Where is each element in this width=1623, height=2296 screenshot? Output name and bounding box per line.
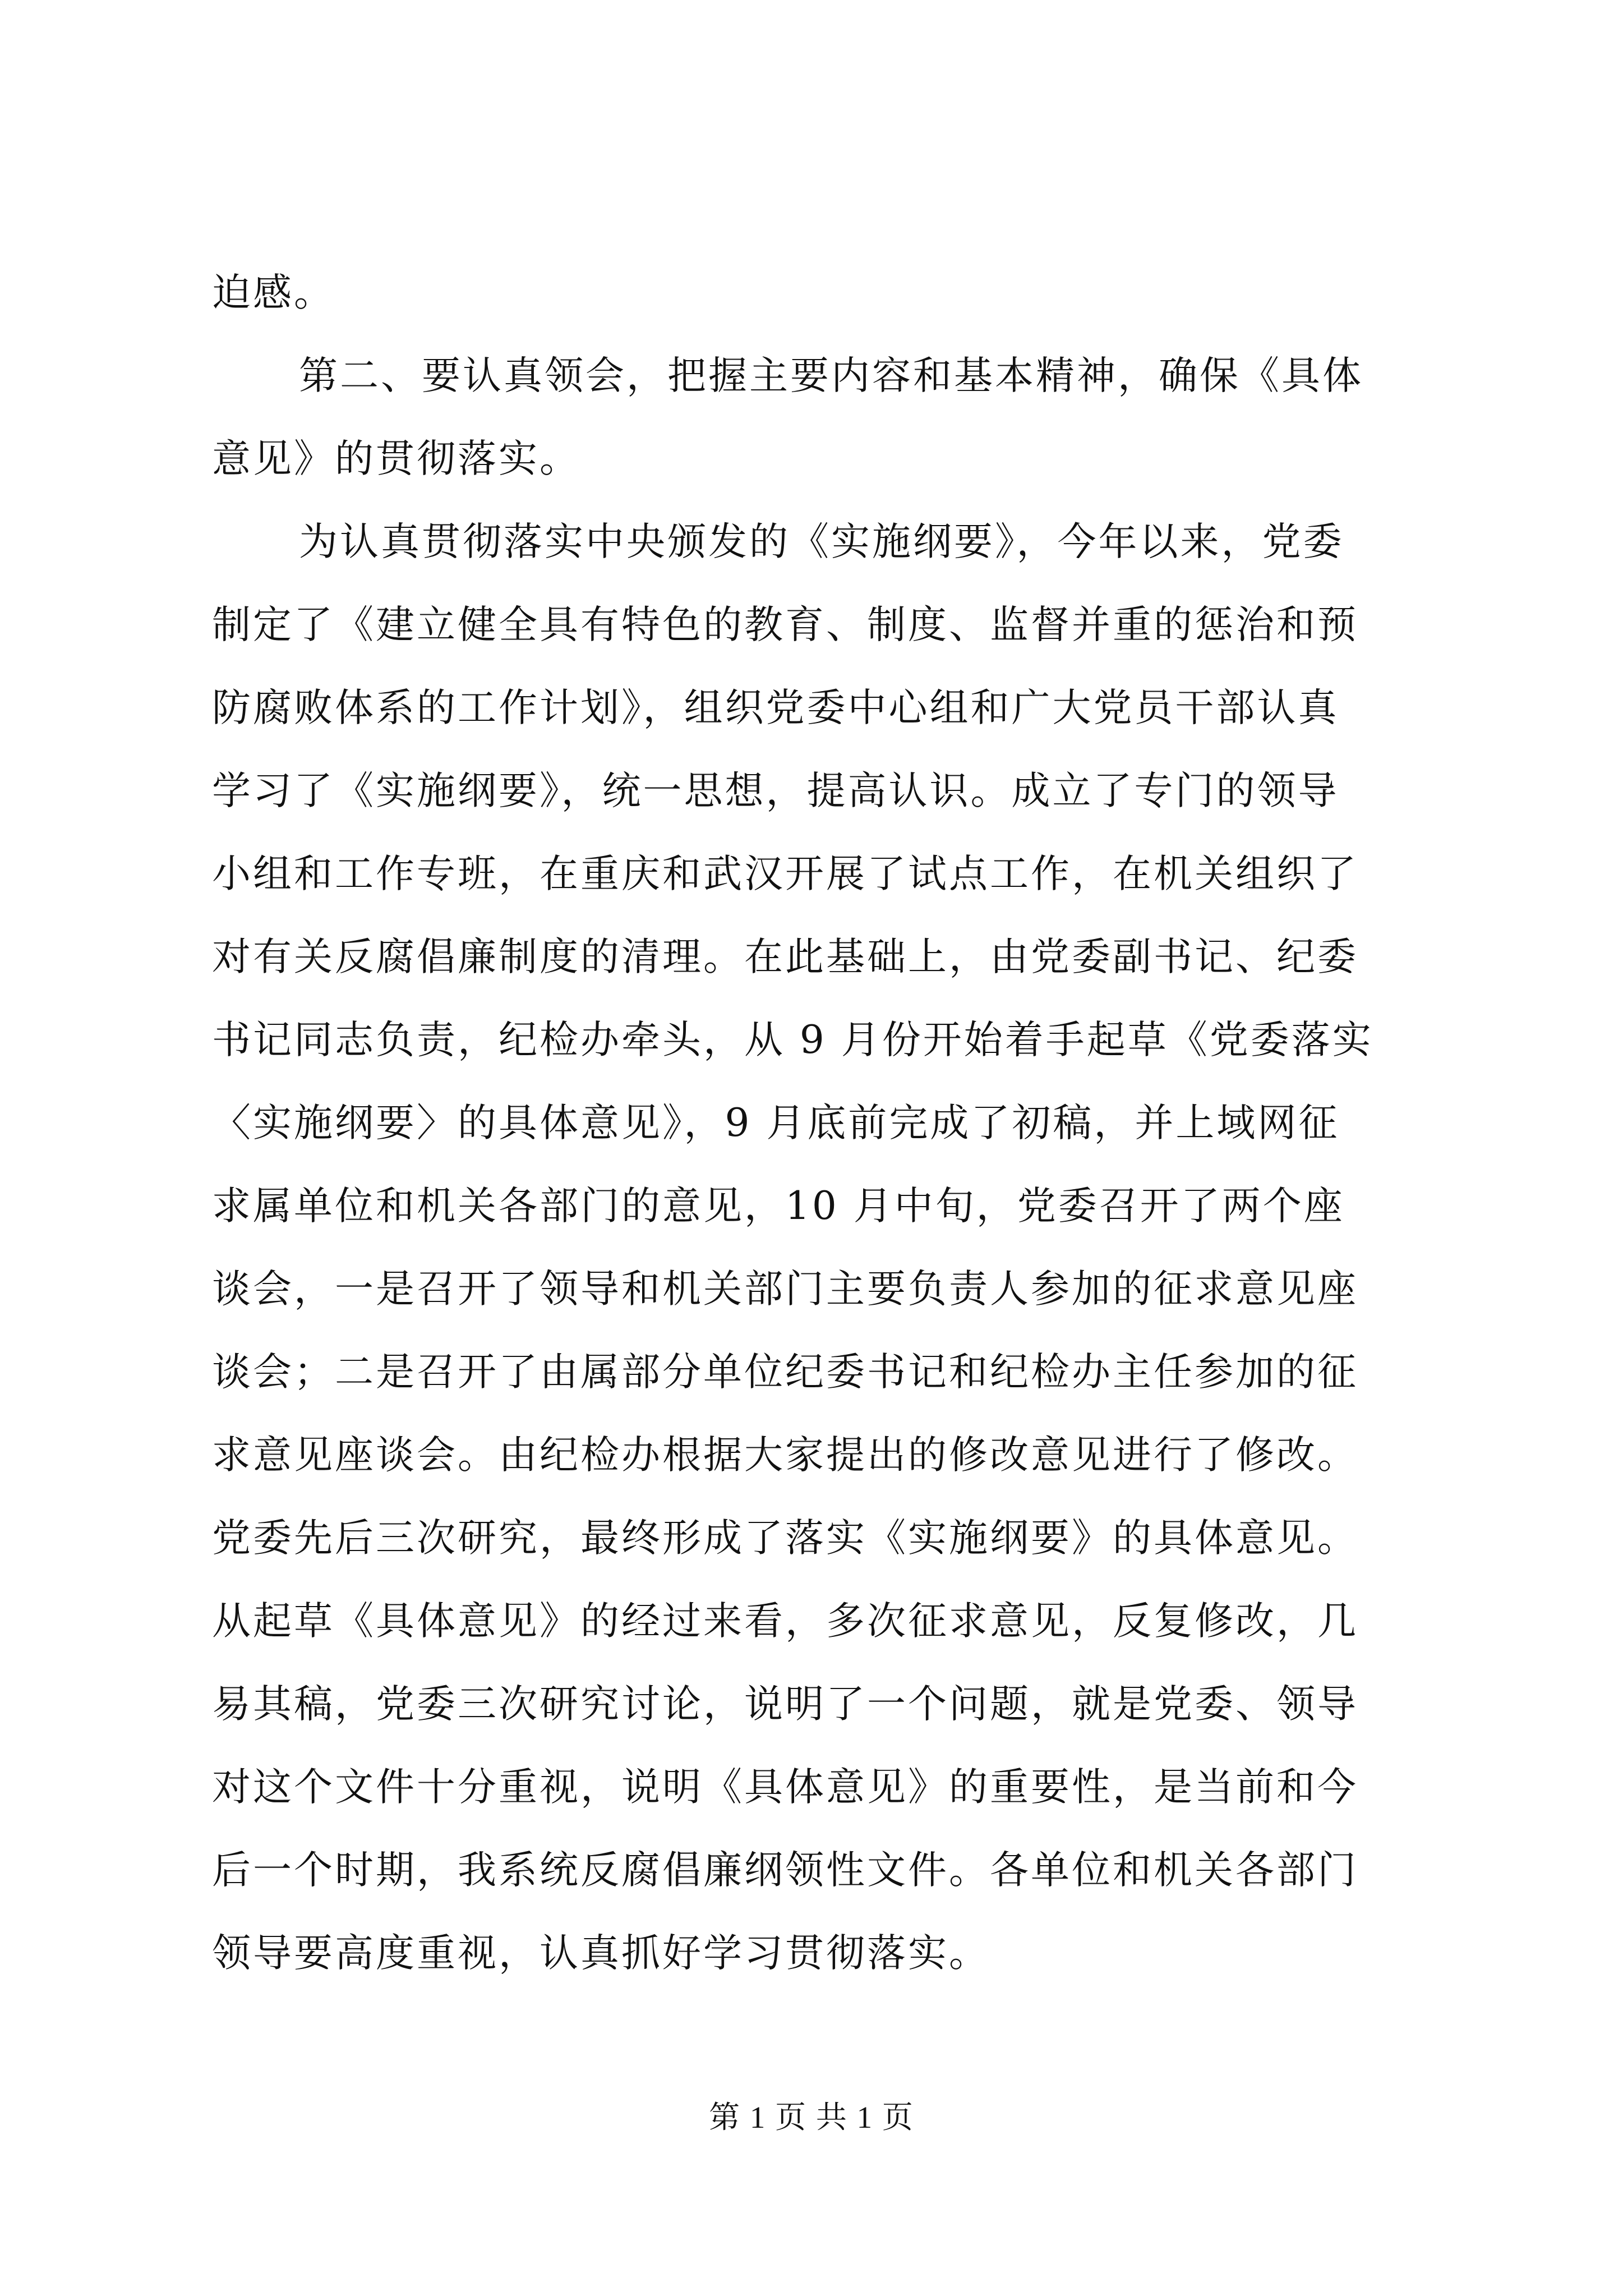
text-line: 党委先后三次研究，最终形成了落实《实施纲要》的具体意见。 — [212, 1516, 1358, 1561]
text-line: 制定了《建立健全具有特色的教育、制度、监督并重的惩治和预 — [212, 602, 1358, 647]
text-line: 谈会；二是召开了由属部分单位纪委书记和纪检办主任参加的征 — [212, 1350, 1358, 1395]
text-line: 从起草《具体意见》的经过来看，多次征求意见，反复修改，几 — [212, 1599, 1358, 1644]
text-line: 对有关反腐倡廉制度的清理。在此基础上，由党委副书记、纪委 — [212, 935, 1358, 979]
text-line: 领导要高度重视，认真抓好学习贯彻落实。 — [212, 1931, 990, 1976]
page-number-footer: 第 1 页 共 1 页 — [709, 2100, 914, 2134]
text-line: 意见》的贯彻落实。 — [212, 436, 580, 481]
text-line: 对这个文件十分重视，说明《具体意见》的重要性，是当前和今 — [212, 1765, 1358, 1810]
text-line: 小组和工作专班，在重庆和武汉开展了试点工作，在机关组织了 — [212, 852, 1358, 896]
text-line: 防腐败体系的工作计划》，组织党委中心组和广大党员干部认真 — [212, 685, 1339, 730]
text-line: 求属单位和机关各部门的意见，10 月中旬，党委召开了两个座 — [212, 1184, 1345, 1228]
text-line: 〈实施纲要〉的具体意见》，9 月底前完成了初稿，并上域网征 — [212, 1101, 1340, 1145]
text-line: 迫感。 — [212, 270, 335, 315]
text-line: 第二、要认真领会，把握主要内容和基本精神，确保《具体 — [299, 353, 1363, 398]
text-line: 为认真贯彻落实中央颁发的《实施纲要》，今年以来，党委 — [299, 519, 1344, 564]
text-line: 易其稿，党委三次研究讨论，说明了一个问题，就是党委、领导 — [212, 1682, 1358, 1727]
text-line: 求意见座谈会。由纪检办根据大家提出的修改意见进行了修改。 — [212, 1433, 1358, 1478]
text-line: 谈会，一是召开了领导和机关部门主要负责人参加的征求意见座 — [212, 1267, 1358, 1312]
text-line: 学习了《实施纲要》，统一思想，提高认识。成立了专门的领导 — [212, 769, 1339, 813]
text-line: 后一个时期，我系统反腐倡廉纲领性文件。各单位和机关各部门 — [212, 1848, 1358, 1893]
text-line: 书记同志负责，纪检办牵头，从 9 月份开始着手起草《党委落实 — [212, 1018, 1373, 1062]
body-text — [212, 251, 1421, 1995]
